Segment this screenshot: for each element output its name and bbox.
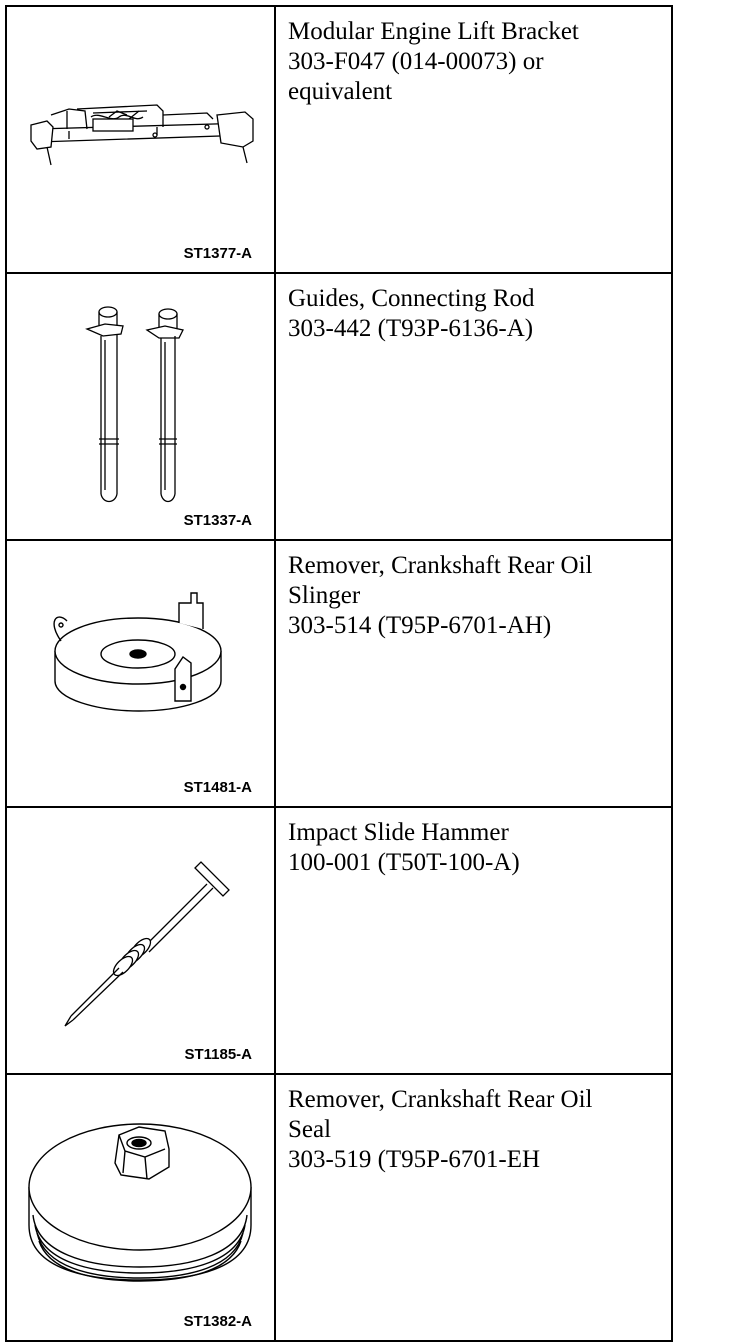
tool-description-cell [275,540,672,807]
figure-id: ST1382-A [183,1313,252,1330]
special-tools-table [5,5,673,1342]
slide-hammer-illustration [7,808,274,1063]
tool-description-cell [275,6,672,273]
tool-name: Modular Engine Lift Bracket [288,18,579,45]
oil-slinger-remover-illustration [7,541,274,796]
tool-row [6,807,672,1074]
tool-name: Remover, Crankshaft Rear Oil [288,552,593,579]
tool-name: Remover, Crankshaft Rear Oil [288,1086,593,1113]
figure-id: ST1481-A [183,779,252,796]
tool-illustration-cell [6,807,275,1074]
tool-illustration-cell [6,6,275,273]
oil-seal-remover-illustration [7,1075,274,1330]
tool-row [6,540,672,807]
tool-note: equivalent [288,78,393,105]
tool-part-number: 100-001 (T50T-100-A) [288,849,520,876]
tool-description-cell [275,807,672,1074]
engine-lift-bracket-illustration [7,7,274,262]
figure-id: ST1185-A [184,1046,252,1063]
tool-row [6,1074,672,1341]
tool-description-cell [275,273,672,540]
tool-part-number: 303-519 (T95P-6701-EH [288,1146,541,1173]
connecting-rod-guides-illustration [7,274,274,529]
tool-illustration-cell [6,273,275,540]
tool-name: Guides, Connecting Rod [288,285,535,312]
tool-part-number: 303-F047 (014-00073) or [288,48,544,75]
tool-part-number: 303-514 (T95P-6701-AH) [288,612,552,639]
tool-illustration-cell [6,540,275,807]
tool-row [6,6,672,273]
figure-id: ST1337-A [183,512,252,529]
tool-description-cell [275,1074,672,1341]
tool-name-continued: Seal [288,1116,332,1143]
tool-row [6,273,672,540]
tool-part-number: 303-442 (T93P-6136-A) [288,315,534,342]
tool-name-continued: Slinger [288,582,361,609]
figure-id: ST1377-A [183,245,252,262]
tool-name: Impact Slide Hammer [288,819,509,846]
tool-illustration-cell [6,1074,275,1341]
